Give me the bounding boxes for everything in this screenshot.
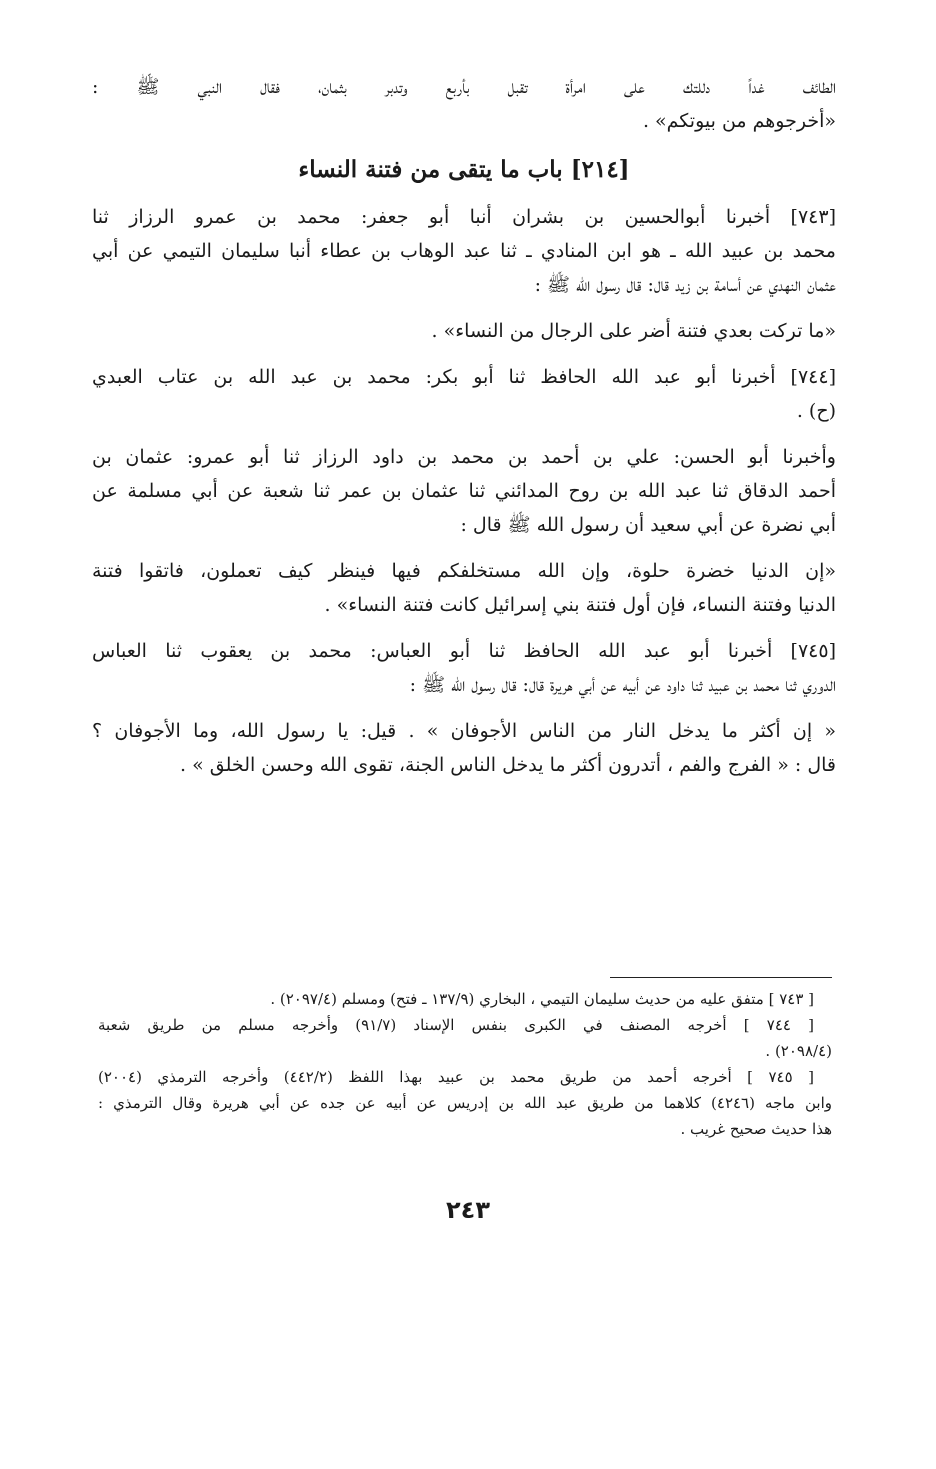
text-line: «أخرجوهم من بيوتكم» . bbox=[642, 110, 836, 132]
text-line: «إن الدنيا خضرة حلوة، وإن الله مستخلفكم فيها فينظر كيف تعملون، فاتقوا فتنة bbox=[92, 560, 836, 582]
text-line: «ما تركت بعدي فتنة أضر على الرجال من النساء» . bbox=[431, 320, 836, 342]
footnote-743: [ ٧٤٣ ] متفق عليه من حديث سليمان التيمي ، البخاري (١٣٧/٩ ـ فتح) ومسلم (٢٠٩٧/٤) . bbox=[270, 990, 814, 1008]
text-line: أحمد الدقاق ثنا عبد الله بن روح المدائني ثنا عثمان بن عمر ثنا شعبة عن أبي مسلمة عن bbox=[92, 480, 836, 502]
hadith-744-second-chain bbox=[92, 440, 836, 542]
hadith-745 bbox=[92, 634, 836, 702]
text-line: الدوري ثنا محمد بن عبيد ثنا داود عن أبيه عن أبي هريرة قال: قال رسول الله ﷺ : bbox=[409, 674, 836, 696]
text-line: [٧٤٣] أخبرنا أبوالحسين بن بشران أنبا أبو جعفر: محمد بن عمرو الرزاز ثنا bbox=[92, 206, 836, 228]
intro-paragraph bbox=[92, 70, 836, 138]
text-line: محمد بن عبيد الله ـ هو ابن المنادي ـ ثنا عبد الوهاب بن عطاء أنبا سليمان التيمي عن أبي bbox=[92, 240, 836, 262]
hadith-745-quote bbox=[92, 714, 836, 782]
footnote-745-line: هذا حديث صحيح غريب . bbox=[680, 1120, 832, 1138]
hadith-743-quote bbox=[92, 314, 836, 348]
footnote-745-line: وابن ماجه (٤٢٤٦) كلاهما من طريق عبد الله بن إدريس عن أبيه عن جده عن أبي هريرة وقال الترمذي : bbox=[98, 1094, 833, 1112]
text-line: [٧٤٥] أخبرنا أبو عبد الله الحافظ ثنا أبو العباس: محمد بن يعقوب ثنا العباس bbox=[92, 640, 836, 662]
text-line: وأخبرنا أبو الحسن: علي بن أحمد بن محمد بن داود الرزاز ثنا أبو عمرو: عثمان بن bbox=[92, 446, 836, 468]
footnote-divider bbox=[610, 977, 832, 978]
footnotes bbox=[98, 986, 832, 1142]
text-line: قال : « الفرج والفم ، أتدرون أكثر ما يدخل الناس الجنة، تقوى الله وحسن الخلق » . bbox=[180, 754, 836, 776]
page-body bbox=[92, 70, 836, 794]
chapter-heading: [٢١٤] باب ما يتقى من فتنة النساء bbox=[298, 156, 630, 183]
footnote-744-line: (٢٠٩٨/٤) . bbox=[765, 1042, 832, 1060]
footnote-745-line: [ ٧٤٥ ] أخرجه أحمد من طريق محمد بن عبيد بهذا اللفظ (٤٤٢/٢) وأخرجه الترمذي (٢٠٠٤) bbox=[98, 1068, 814, 1086]
footnote-744-line: [ ٧٤٤ ] أخرجه المصنف في الكبرى بنفس الإسناد (٩١/٧) وأخرجه مسلم من طريق شعبة bbox=[98, 1016, 814, 1034]
text-line: عثمان النهدي عن أسامة بن زيد قال: قال رسول الله ﷺ : bbox=[534, 274, 836, 296]
text-line: الطائف غداً دللتك على امرأة تقبل بأربع وتدبر بثمان، فقال النبي ﷺ : bbox=[92, 76, 836, 98]
text-line: [٧٤٤] أخبرنا أبو عبد الله الحافظ ثنا أبو بكر: محمد بن عبد الله بن عتاب العبدي bbox=[92, 366, 836, 388]
hadith-744-quote bbox=[92, 554, 836, 622]
hadith-744 bbox=[92, 360, 836, 428]
text-line: أبي نضرة عن أبي سعيد أن رسول الله ﷺ قال : bbox=[460, 514, 836, 536]
page-number: ٢٤٣ bbox=[446, 1196, 490, 1224]
text-line: « إن أكثر ما يدخل النار من الناس الأجوفان » . قيل: يا رسول الله، وما الأجوفان ؟ bbox=[92, 720, 836, 742]
text-line: (ح) . bbox=[796, 400, 836, 422]
hadith-743 bbox=[92, 200, 836, 302]
text-line: الدنيا وفتنة النساء، فإن أول فتنة بني إسرائيل كانت فتنة النساء» . bbox=[324, 594, 836, 616]
